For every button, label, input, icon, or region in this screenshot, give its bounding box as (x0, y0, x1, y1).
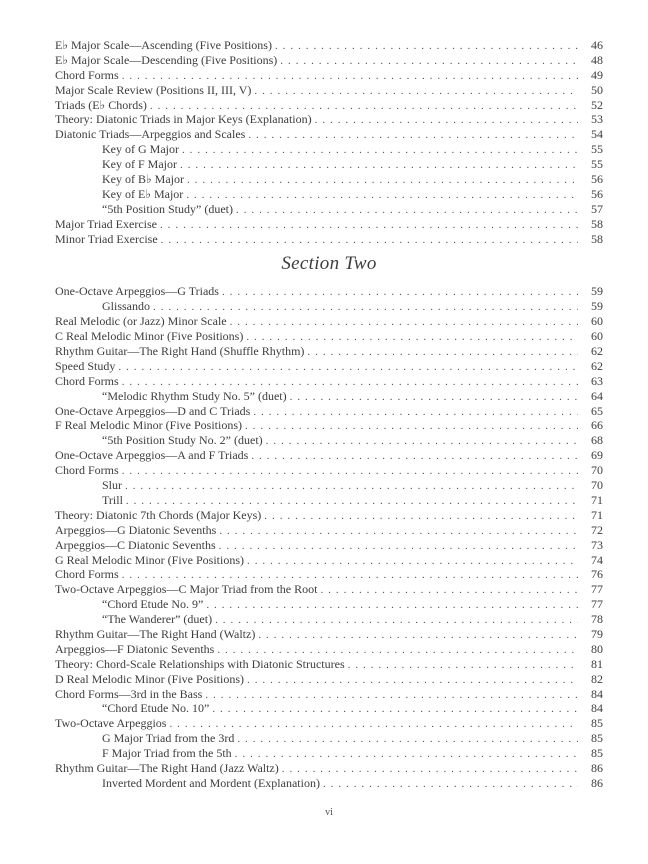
toc-entry (55, 359, 603, 374)
toc-entry (55, 701, 603, 716)
toc-entry (55, 187, 603, 202)
toc-leader-dots (160, 217, 578, 233)
toc-entry-page: 79 (591, 626, 603, 641)
toc-entry (55, 83, 603, 98)
toc-entry-label: Inverted Mordent and Mordent (Explanation) (102, 775, 320, 790)
toc-entry-label: One-Octave Arpeggios—G Triads (55, 284, 219, 299)
toc-entry (55, 448, 603, 463)
toc-entry-page: 70 (591, 478, 603, 493)
toc-entry-label: Arpeggios—F Diatonic Sevenths (55, 641, 215, 656)
toc-entry-page: 85 (591, 716, 603, 731)
toc-entry-page: 77 (591, 582, 603, 597)
toc-leader-dots (219, 523, 578, 539)
toc-entry-page: 59 (591, 284, 603, 299)
toc-entry-page: 78 (591, 612, 603, 627)
toc-entry-page: 62 (591, 358, 603, 373)
toc-entry-page: 84 (591, 701, 603, 716)
toc-entry-page: 86 (591, 760, 603, 775)
toc-entry (55, 612, 603, 627)
page-footer (55, 807, 603, 818)
toc-entry (55, 493, 603, 508)
toc-entry-page: 70 (591, 463, 603, 478)
toc-entry-page: 65 (591, 403, 603, 418)
toc-entry-label: Arpeggios—G Diatonic Sevenths (55, 522, 217, 537)
toc-entry-page: 74 (591, 552, 603, 567)
toc-leader-dots (118, 359, 578, 375)
toc-entry-label: Two-Octave Arpeggios—C Major Triad from the Root (55, 582, 318, 597)
toc-entry-label: Major Triad Exercise (55, 216, 157, 231)
toc-leader-dots (206, 597, 578, 613)
toc-entry-page: 58 (591, 216, 603, 231)
toc-entry-label: Rhythm Guitar—The Right Hand (Jazz Waltz) (55, 760, 279, 775)
toc-entry (55, 582, 603, 597)
toc-entry (55, 68, 603, 83)
toc-entry (55, 627, 603, 642)
toc-entry-label: Minor Triad Exercise (55, 231, 158, 246)
toc-leader-dots (122, 463, 578, 479)
toc-leader-dots (307, 344, 578, 360)
toc-leader-dots (222, 284, 578, 300)
toc-entry-label: Slur (102, 478, 123, 493)
toc-entry-page: 46 (591, 38, 603, 52)
toc-leader-dots (217, 642, 578, 658)
toc-leader-dots (122, 567, 578, 583)
toc-entry-label: G Major Triad from the 3rd (102, 731, 235, 746)
toc-leader-dots (247, 672, 578, 688)
toc-leader-dots (182, 142, 578, 158)
toc-entry (55, 299, 603, 314)
toc-entry-page: 71 (591, 492, 603, 507)
toc-entry-label: Key of E♭ Major (102, 186, 184, 201)
toc-entry-label: “The Wanderer” (duet) (102, 612, 213, 627)
toc-entry (55, 716, 603, 731)
toc-leader-dots (254, 83, 578, 99)
section-heading: Section Two (281, 253, 377, 275)
toc-entry (55, 523, 603, 538)
toc-entry-label: Theory: Chord-Scale Relationships with Diatonic Structures (55, 656, 345, 671)
toc-entry (55, 538, 603, 553)
toc-entry-page: 85 (591, 746, 603, 761)
toc-entry (55, 142, 603, 157)
toc-leader-dots (150, 98, 578, 114)
toc-entry-label: “Melodic Rhythm Study No. 5” (duet) (102, 388, 287, 403)
toc-entry (55, 672, 603, 687)
toc-entry (55, 642, 603, 657)
toc-leader-dots (246, 329, 578, 345)
toc-leader-dots (215, 612, 578, 628)
toc-entry (55, 98, 603, 113)
toc-leader-dots (169, 716, 578, 732)
toc-leader-dots (245, 418, 578, 434)
toc-leader-dots (290, 389, 578, 405)
toc-entry-label: C Real Melodic Minor (Five Positions) (55, 329, 244, 344)
toc-entry-label: Triads (E♭ Chords) (55, 97, 147, 112)
toc-entry (55, 597, 603, 612)
toc-entry (55, 508, 603, 523)
toc-entry (55, 567, 603, 582)
toc-entry-label: “5th Position Study” (duet) (102, 201, 233, 216)
toc-entry-page: 66 (591, 418, 603, 433)
toc-entry-page: 63 (591, 373, 603, 388)
toc-entry-page: 77 (591, 597, 603, 612)
toc-entry-page: 54 (591, 127, 603, 142)
toc-entry (55, 127, 603, 142)
toc-entry-page: 48 (591, 52, 603, 67)
toc-entry (55, 761, 603, 776)
toc-leader-dots (251, 448, 578, 464)
toc-entry-label: Key of B♭ Major (102, 172, 184, 187)
toc-entry-page: 72 (591, 522, 603, 537)
toc-leader-dots (205, 687, 578, 703)
toc-entry-page: 50 (591, 82, 603, 97)
toc-entry-label: Glissando (102, 299, 150, 314)
toc-entry (55, 478, 603, 493)
toc-leader-dots (323, 776, 578, 792)
toc-entry (55, 53, 603, 68)
toc-entry (55, 232, 603, 247)
toc-entry (55, 172, 603, 187)
toc-leader-dots (320, 582, 578, 598)
toc-entry-page: 58 (591, 231, 603, 246)
toc-entry-page: 52 (591, 97, 603, 112)
toc-leader-dots (266, 433, 578, 449)
toc-entry-label: Trill (102, 492, 123, 507)
toc-entry (55, 404, 603, 419)
toc-entry (55, 284, 603, 299)
toc-leader-dots (264, 508, 578, 524)
toc-entry-page: 60 (591, 329, 603, 344)
toc-leader-dots (122, 374, 578, 390)
toc-leader-dots (161, 232, 578, 248)
toc-leader-dots (186, 187, 578, 203)
toc-entry-label: Chord Forms—3rd in the Bass (55, 686, 203, 701)
toc-entry-label: Rhythm Guitar—The Right Hand (Waltz) (55, 626, 256, 641)
toc-entry (55, 329, 603, 344)
toc-entry (55, 344, 603, 359)
toc-leader-dots (248, 127, 578, 143)
toc-leader-dots (237, 731, 578, 747)
toc-leader-dots (236, 202, 578, 218)
folio-number: vi (325, 806, 333, 818)
toc-entry-label: Rhythm Guitar—The Right Hand (Shuffle Rhythm) (55, 344, 305, 359)
toc-entry-page: 76 (591, 567, 603, 582)
toc-entry-label: D Real Melodic Minor (Five Positions) (55, 671, 244, 686)
toc-entry-page: 56 (591, 186, 603, 201)
toc-entry-label: Key of G Major (102, 142, 179, 157)
toc-leader-dots (282, 761, 578, 777)
toc-entry-label: “5th Position Study No. 2” (duet) (102, 433, 263, 448)
toc-entry-page: 62 (591, 344, 603, 359)
toc-entry (55, 112, 603, 127)
toc-entry-page: 49 (591, 67, 603, 82)
toc-entry-label: Speed Study (55, 358, 116, 373)
toc-entry (55, 731, 603, 746)
toc-leader-dots (348, 657, 578, 673)
toc-entry-label: Key of F Major (102, 157, 177, 172)
toc-entry-label: Chord Forms (55, 67, 119, 82)
toc-entry (55, 314, 603, 329)
toc-entry-label: E♭ Major Scale—Ascending (Five Positions) (55, 38, 272, 52)
toc-leader-dots (153, 299, 578, 315)
toc-leader-dots (126, 493, 578, 509)
toc-entry (55, 433, 603, 448)
toc-entry (55, 202, 603, 217)
toc-entry-label: “Chord Etude No. 10” (102, 701, 210, 716)
toc-leader-dots (122, 68, 578, 84)
toc-entry-label: Major Scale Review (Positions II, III, V) (55, 82, 252, 97)
toc-leader-dots (253, 404, 578, 420)
toc-entry-label: Theory: Diatonic 7th Chords (Major Keys) (55, 507, 262, 522)
toc-entry (55, 463, 603, 478)
toc-entry-label: One-Octave Arpeggios—A and F Triads (55, 448, 249, 463)
toc-leader-dots (315, 112, 578, 128)
toc-entry-page: 59 (591, 299, 603, 314)
toc-entry-page: 64 (591, 388, 603, 403)
toc-sections (55, 38, 603, 791)
toc-entry (55, 374, 603, 389)
toc-entry-page: 60 (591, 314, 603, 329)
toc-leader-dots (275, 38, 578, 54)
toc-entry-label: F Real Melodic Minor (Five Positions) (55, 418, 242, 433)
toc-entry-label: Theory: Diatonic Triads in Major Keys (Explanation) (55, 112, 312, 127)
toc-entry-page: 57 (591, 201, 603, 216)
toc-leader-dots (212, 701, 578, 717)
toc-entry-label: E♭ Major Scale—Descending (Five Positions) (55, 52, 278, 67)
toc-leader-dots (125, 478, 578, 494)
toc-entry-page: 86 (591, 775, 603, 790)
toc-entry-label: G Real Melodic Minor (Five Positions) (55, 552, 244, 567)
toc-leader-dots (180, 157, 578, 173)
toc-leader-dots (230, 314, 578, 330)
toc-entry (55, 389, 603, 404)
toc-leader-dots (235, 746, 578, 762)
toc-entry-label: F Major Triad from the 5th (102, 746, 232, 761)
toc-entry-page: 80 (591, 641, 603, 656)
toc-entry-page: 55 (591, 157, 603, 172)
toc-entry-page: 84 (591, 686, 603, 701)
toc-entry-page: 73 (591, 537, 603, 552)
toc-entry-page: 53 (591, 112, 603, 127)
toc-entry (55, 746, 603, 761)
toc-entry (55, 418, 603, 433)
toc-entry-page: 69 (591, 448, 603, 463)
toc-leader-dots (247, 553, 578, 569)
toc-entry-label: “Chord Etude No. 9” (102, 597, 204, 612)
toc-entry-label: Chord Forms (55, 567, 119, 582)
toc-entry-page: 71 (591, 507, 603, 522)
toc-entry-label: Real Melodic (or Jazz) Minor Scale (55, 314, 227, 329)
toc-entry-page: 81 (591, 656, 603, 671)
toc-entry (55, 157, 603, 172)
toc-entry (55, 38, 603, 53)
toc-entry-page: 68 (591, 433, 603, 448)
toc-entry-label: One-Octave Arpeggios—D and C Triads (55, 403, 251, 418)
toc-leader-dots (219, 538, 578, 554)
toc-entry-label: Chord Forms (55, 463, 119, 478)
toc-entry-page: 55 (591, 142, 603, 157)
toc-leader-dots (280, 53, 578, 69)
toc-entry-label: Chord Forms (55, 373, 119, 388)
toc-leader-dots (258, 627, 578, 643)
toc-entry-page: 82 (591, 671, 603, 686)
toc-entry (55, 657, 603, 672)
toc-entry-page: 85 (591, 731, 603, 746)
toc-entry-label: Diatonic Triads—Arpeggios and Scales (55, 127, 246, 142)
toc-entry (55, 217, 603, 232)
toc-entry-label: Arpeggios—C Diatonic Sevenths (55, 537, 216, 552)
toc-entry (55, 687, 603, 702)
toc-entry (55, 776, 603, 791)
toc-entry-page: 56 (591, 172, 603, 187)
toc-entry (55, 553, 603, 568)
toc-leader-dots (187, 172, 578, 188)
toc-entry-label: Two-Octave Arpeggios (55, 716, 167, 731)
